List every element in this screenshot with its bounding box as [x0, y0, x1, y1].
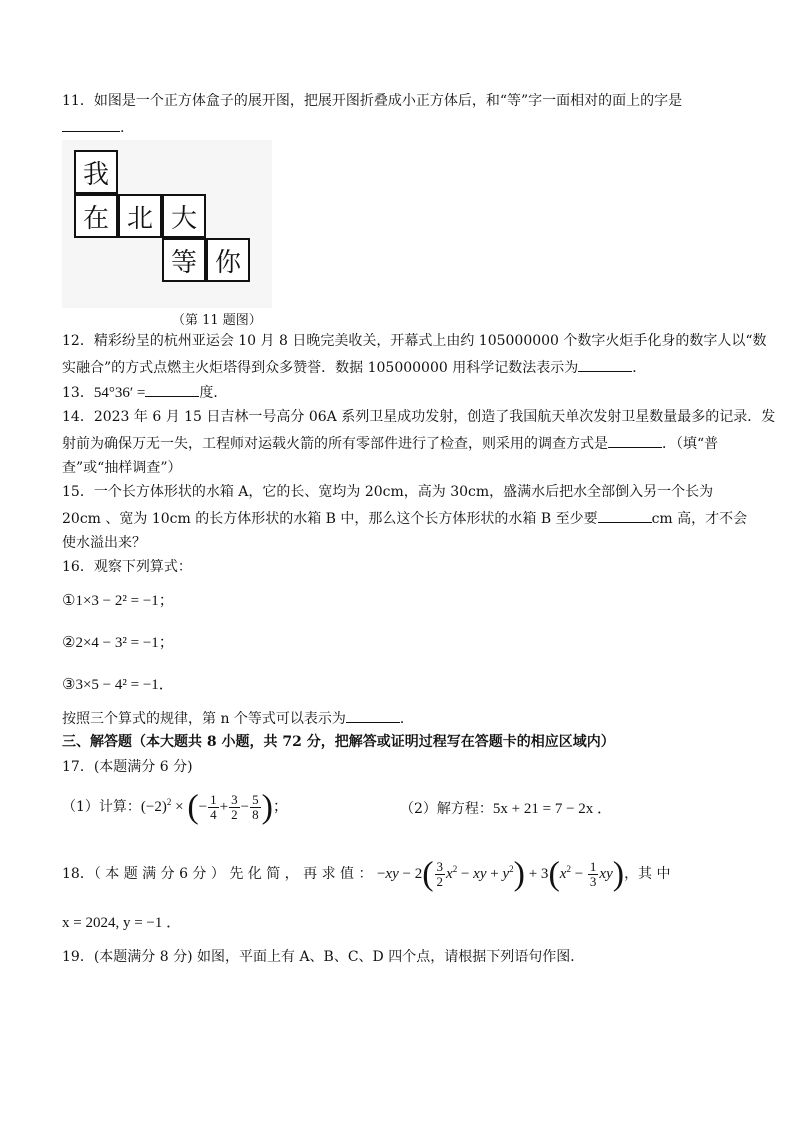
figure-caption: （第 11 题图） [172, 313, 262, 328]
q17-part1-expression: $(-2)^2$ × (− $\frac{1}{4}$ + $\frac{3}{2}$ − $\frac{5}{8}$ )； [140, 788, 288, 826]
q15-text: 20cm 、宽为 10cm 的长方体形状的水箱 B 中，那么这个长方体形状的水箱 B 至少要 [62, 511, 598, 527]
q16-eq1: ①1×3 − 2² = −1； [62, 593, 174, 609]
q16-intro: 16．观察下列算式： [62, 559, 192, 575]
q14-line1: 14．2023 年 6 月 15 日吉林一号高分 06A 系列卫星成功发射，创造了我国航天单次发射卫星数量最多的记录．发 [62, 409, 776, 425]
q18-expression: −xy − 2( $\frac{3}{2}$ $x^2$ − xy + $y^2) + 3(x^2$ − $\frac{1}{3}$ xy) [376, 855, 625, 893]
q11-line1: 11．如图是一个正方体盒子的展开图，把展开图折叠成小正方体后，和“等”字一面相对的面上的字是 [62, 93, 683, 109]
q15-answer-blank[interactable] [598, 508, 652, 523]
q15-line1: 15．一个长方体形状的水箱 A，它的长、宽均为 20cm，高为 30cm，盛满水后把水全部倒入另一个长为 [62, 484, 714, 500]
section-3-heading: 三、解答题（本大题共 8 小题，共 72 分，把解答或证明过程写在答题卡的相应区域内） [62, 734, 615, 750]
q15-tail: cm 高，才不会 [651, 511, 748, 527]
q18-tail: ，其 中 [624, 865, 671, 882]
q11-answer-blank[interactable] [62, 117, 120, 132]
q12-text: 实融合”的方式点燃主火炬塔得到众多赞誉．数据 105000000 用科学记数法表示为 [62, 360, 579, 376]
q16-end: ． [399, 711, 414, 727]
net-cell-wo: 我 [74, 150, 118, 194]
q14-answer-blank[interactable] [608, 433, 662, 448]
q13-answer-blank[interactable] [145, 382, 199, 397]
q12-end: ． [632, 360, 647, 376]
q13-line [62, 382, 744, 403]
q11-answer-line [62, 117, 744, 138]
net-cell-zai: 在 [74, 194, 118, 238]
q18-values: x = 2024, y = −1 ． [62, 915, 182, 931]
q11-end: . [120, 120, 125, 136]
q13-unit: 度． [199, 385, 228, 401]
q17-part1-label: （1）计算： [62, 798, 141, 815]
q17-part2 [400, 799, 744, 819]
q16-tail [62, 708, 744, 729]
q13-expression: 54°36′ = [93, 385, 146, 401]
q18-heading: 18．（ 本 题 满 分 6 分 ） 先 化 简 ， 再 求 值 ： [62, 865, 373, 882]
q16-answer-blank[interactable] [346, 708, 400, 723]
net-cell-ni: 你 [206, 238, 250, 282]
q19-text: 19．(本题满分 8 分) 如图，平面上有 A、B、C、D 四个点，请根据下列语句作图． [62, 949, 585, 965]
q15-line2 [62, 508, 748, 529]
net-cell-da: 大 [162, 194, 206, 238]
q12-line1: 12．精彩纷呈的杭州亚运会 10 月 8 日晚完美收关，开幕式上由约 105000000 个数字火炬手化身的数字人以“数 [62, 333, 767, 349]
q13-number: 13． [62, 385, 94, 401]
q16-text: 按照三个算式的规律，第 n 个等式可以表示为 [62, 711, 346, 727]
q17-part2-equation: 5x + 21 = 7 − 2x ． [492, 801, 613, 817]
net-cell-deng: 等 [162, 238, 206, 282]
q15-line3: 使水溢出来？ [62, 535, 146, 551]
q12-answer-blank[interactable] [578, 357, 632, 372]
q16-eq3: ③3×5 − 4² = −1． [62, 677, 174, 693]
q14-text: 射前为确保万无一失，工程师对运载火箭的所有零部件进行了检查，则采用的调查方式是 [62, 436, 608, 452]
q12-line2 [62, 357, 744, 378]
q14-line2 [62, 433, 744, 454]
q14-line3: 查”或“抽样调查”） [62, 460, 182, 476]
q14-hint: ．（填“普 [662, 436, 719, 452]
q18-line1 [62, 855, 744, 893]
q16-eq2: ②2×4 − 3² = −1； [62, 635, 174, 651]
q17-heading: 17．(本题满分 6 分) [62, 759, 193, 775]
cube-net-figure [62, 140, 272, 308]
net-cell-bei: 北 [118, 194, 162, 238]
q17-part2-label: （2）解方程： [400, 801, 493, 817]
